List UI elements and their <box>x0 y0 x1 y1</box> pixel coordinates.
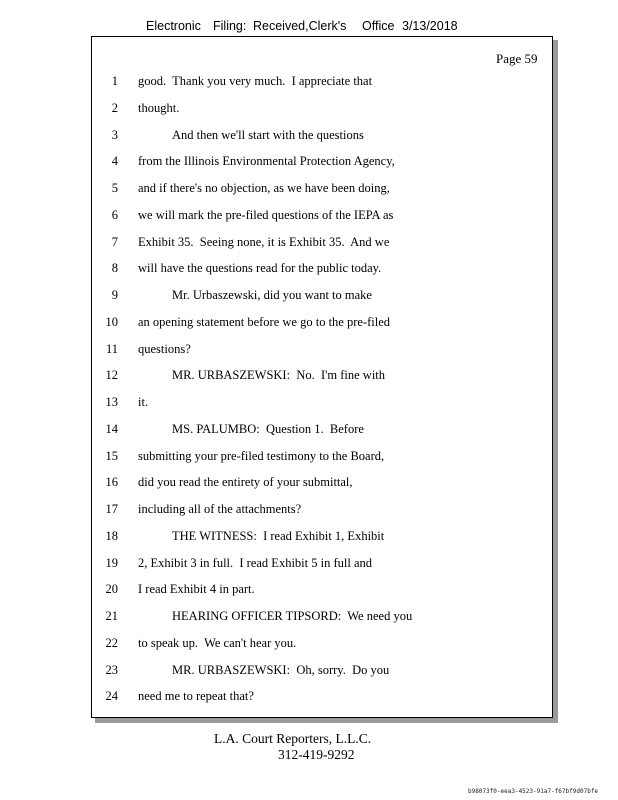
line-number: 15 <box>105 448 118 463</box>
line-number: 3 <box>111 127 118 142</box>
line-number: 1 <box>111 74 118 88</box>
line-number: 6 <box>111 207 118 222</box>
line-text: questions? <box>138 341 191 356</box>
line-text: an opening statement before we go to the pre-filed <box>138 314 390 329</box>
transcript-line <box>0 422 618 440</box>
transcript-line <box>0 128 618 146</box>
transcript-line <box>0 288 618 306</box>
line-text: to speak up. We can't hear you. <box>138 635 297 650</box>
line-text: good. Thank you very much. I appreciate that <box>138 74 373 88</box>
transcript-line <box>0 261 618 279</box>
line-text: 2, Exhibit 3 in full. I read Exhibit 5 in full and <box>138 555 372 570</box>
filing-header-word-filing: Filing: <box>213 19 247 33</box>
transcript-line <box>0 74 618 92</box>
footer-firm-name: L.A. Court Reporters, L.L.C. <box>214 731 372 746</box>
line-text: Mr. Urbaszewski, did you want to make <box>172 288 372 302</box>
line-number: 5 <box>111 181 118 195</box>
line-number: 22 <box>105 635 118 650</box>
line-number: 24 <box>105 689 118 704</box>
filing-header <box>0 19 618 35</box>
line-number: 17 <box>105 502 118 516</box>
line-number: 18 <box>105 528 118 543</box>
line-text: MR. URBASZEWSKI: Oh, sorry. Do you <box>172 662 390 677</box>
page-frame-shadow-bottom <box>95 718 558 723</box>
transcript-line <box>0 556 618 574</box>
transcript-line <box>0 609 618 627</box>
filing-header-word-office: Office <box>362 19 395 33</box>
transcript-line <box>0 181 618 199</box>
page-number: Page 59 <box>496 51 538 66</box>
line-number: 7 <box>111 234 118 249</box>
line-number: 21 <box>105 609 118 623</box>
footer-phone: 312-419-9292 <box>278 747 355 762</box>
transcript-line <box>0 342 618 360</box>
line-text: submitting your pre-filed testimony to the Board, <box>138 448 385 463</box>
transcript-line <box>0 475 618 493</box>
line-text: MS. PALUMBO: Question 1. Before <box>172 421 364 436</box>
transcript-line <box>0 689 618 707</box>
line-number: 16 <box>105 475 118 490</box>
line-text: need me to repeat that? <box>138 689 254 704</box>
line-number: 4 <box>111 154 118 169</box>
line-text: did you read the entirety of your submittal, <box>138 475 353 490</box>
line-text: it. <box>138 395 149 409</box>
transcript-line <box>0 663 618 681</box>
transcript-line <box>0 101 618 119</box>
line-number: 10 <box>105 314 118 329</box>
line-text: And then we'll start with the questions <box>172 127 364 142</box>
line-text: I read Exhibit 4 in part. <box>138 582 255 597</box>
transcript-line <box>0 636 618 654</box>
line-text: Exhibit 35. Seeing none, it is Exhibit 35. And we <box>138 234 390 249</box>
filing-header-word-received: Received,Clerk's <box>253 19 347 33</box>
filing-header-word-electronic: Electronic <box>146 19 201 33</box>
line-text: will have the questions read for the public today. <box>138 261 382 276</box>
transcript-line <box>0 502 618 520</box>
line-number: 14 <box>105 421 118 436</box>
line-number: 11 <box>105 341 118 356</box>
filing-header-date: 3/13/2018 <box>402 19 458 33</box>
line-text: MR. URBASZEWSKI: No. I'm fine with <box>172 368 386 383</box>
transcript-line <box>0 368 618 386</box>
line-number: 19 <box>105 555 118 570</box>
transcript-line <box>0 582 618 600</box>
transcript-line <box>0 154 618 172</box>
line-text: HEARING OFFICER TIPSORD: We need you <box>172 609 413 623</box>
line-text: and if there's no objection, as we have been doing, <box>138 181 390 195</box>
line-number: 13 <box>105 395 118 409</box>
line-text: from the Illinois Environmental Protection Agency, <box>138 154 395 169</box>
line-text: we will mark the pre-filed questions of the IEPA as <box>138 207 394 222</box>
line-number: 20 <box>105 582 118 597</box>
line-number: 9 <box>111 288 118 302</box>
line-text: thought. <box>138 100 180 115</box>
transcript-line <box>0 449 618 467</box>
transcript-line <box>0 208 618 226</box>
transcript-line <box>0 315 618 333</box>
line-text: THE WITNESS: I read Exhibit 1, Exhibit <box>172 528 385 543</box>
line-number: 8 <box>111 261 118 276</box>
document-id: b98073f0-eea3-4523-91a7-f67bf9d07bfe <box>468 788 599 795</box>
line-text: including all of the attachments? <box>138 502 302 516</box>
transcript-line <box>0 395 618 413</box>
line-number: 2 <box>111 100 118 115</box>
line-number: 23 <box>105 662 118 677</box>
line-number: 12 <box>105 368 118 383</box>
transcript-line <box>0 529 618 547</box>
transcript-line <box>0 235 618 253</box>
